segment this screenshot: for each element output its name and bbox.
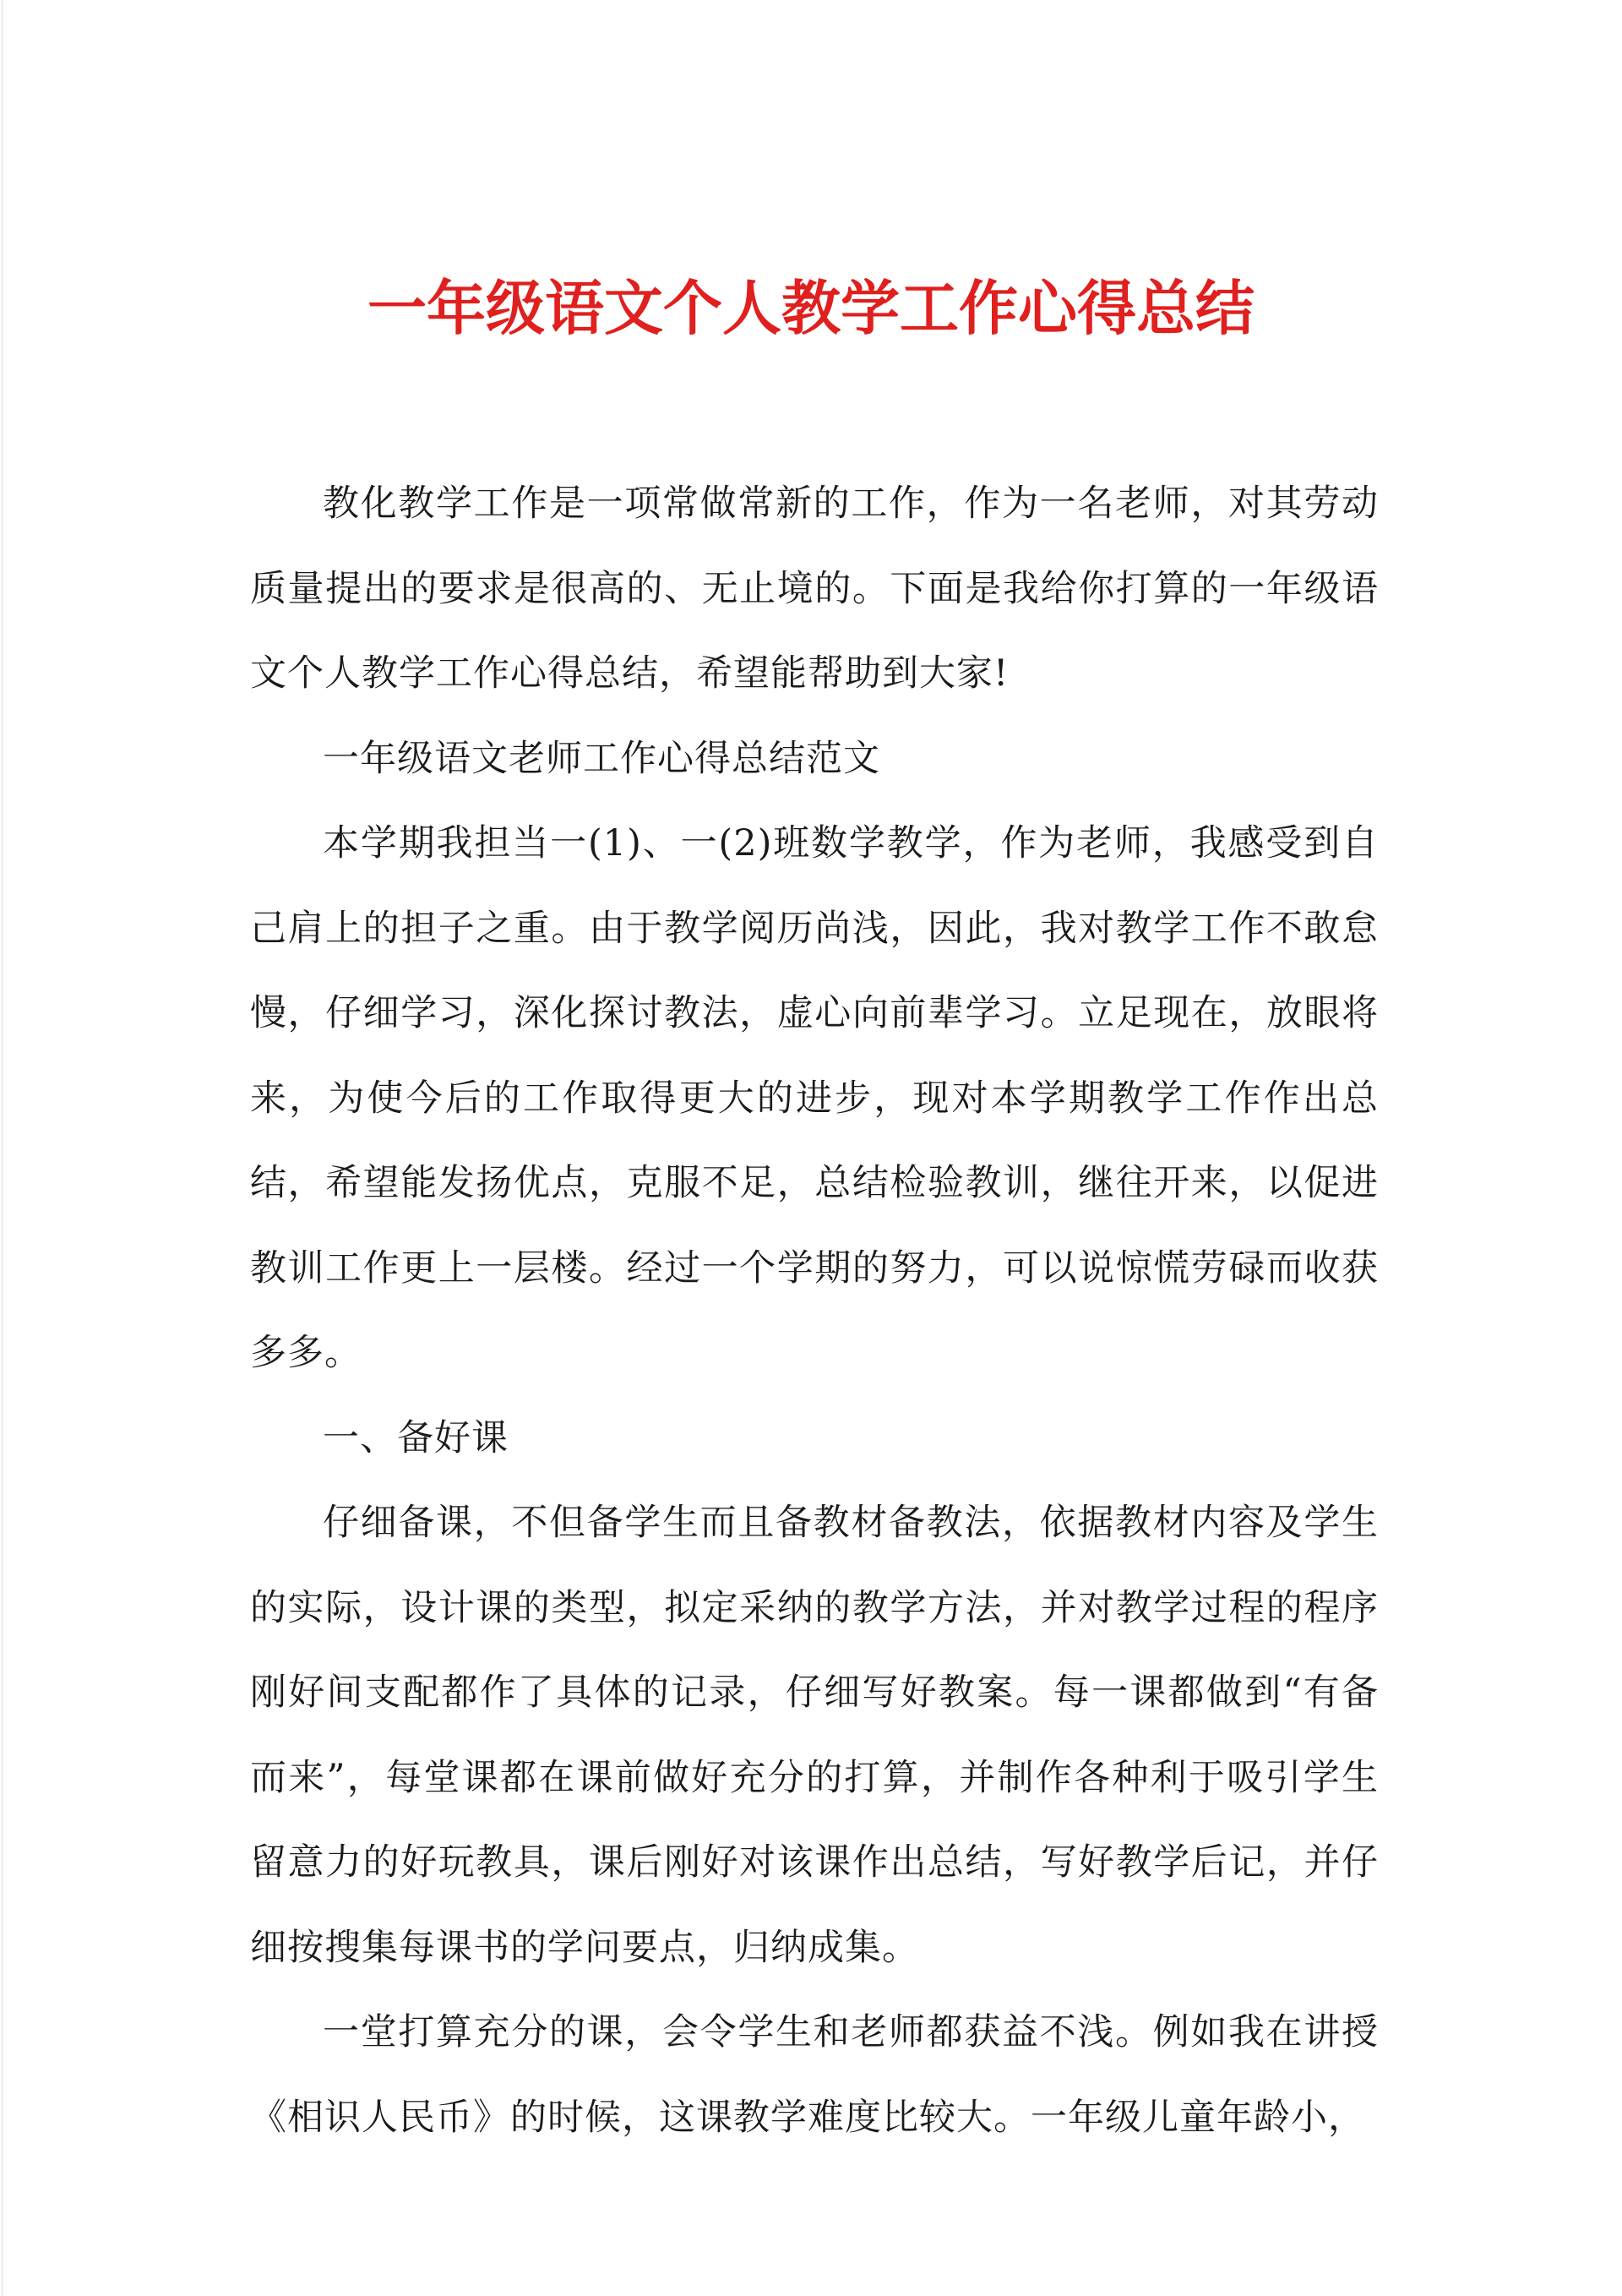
section-heading-sample: 一年级语文老师工作心得总结范文: [323, 737, 880, 780]
intro-paragraph: 教化教学工作是一项常做常新的工作，作为一名老师，对其劳动质量提出的要求是很高的、无止境的。下面是我给你打算的一年级语文个人教学工作心得总结，希望能帮助到大家!: [250, 483, 1379, 695]
section-heading-prepare-lessons: 一、备好课: [323, 1416, 509, 1459]
document-title: 一年级语文个人教学工作心得总结: [367, 273, 1255, 343]
body-paragraph: 仔细备课，不但备学生而且备教材备教法，依据教材内容及学生的实际，设计课的类型，拟定采纳的教学方法，并对教学过程的程序刚好间支配都作了具体的记录，仔细写好教案。每一课都做到“有备而来”，每堂课都在课前做好充分的打算，并制作各种利于吸引学生留意力的好玩教具，课后刚好对该课作出总结，写好教学后记，并仔细按搜集每课书的学问要点，归纳成集。: [250, 1502, 1379, 1969]
body-paragraph: 一堂打算充分的课，会令学生和老师都获益不浅。例如我在讲授《相识人民币》的时候，这课教学难度比较大。一年级儿童年龄小，: [250, 2011, 1379, 2139]
body-paragraph: 本学期我担当一(1)、一(2)班数学教学，作为老师，我感受到自己肩上的担子之重。由于教学阅历尚浅，因此，我对教学工作不敢怠慢，仔细学习，深化探讨教法，虚心向前辈学习。立足现在，放眼将来，为使今后的工作取得更大的进步，现对本学期教学工作作出总结，希望能发扬优点，克服不足，总结检验教训，继往开来，以促进教训工作更上一层楼。经过一个学期的努力，可以说惊慌劳碌而收获多多。: [250, 822, 1379, 1374]
document-body: [250, 461, 1379, 2160]
